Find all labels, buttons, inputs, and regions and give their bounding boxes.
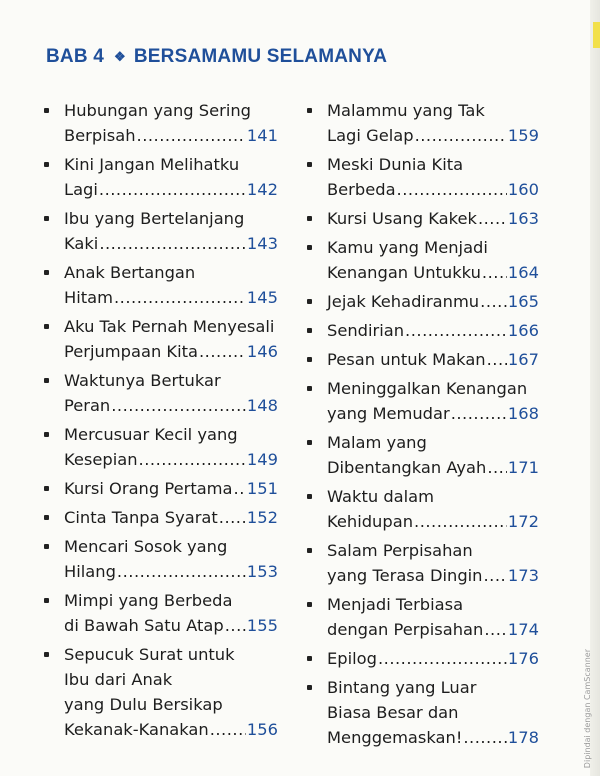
toc-entry [40,152,278,202]
toc-entry [40,534,278,584]
bullet-icon [44,432,49,437]
toc-entry-title-end: Lagi [64,180,98,199]
toc-entry-title-line: Ibu yang Bertelanjang [64,209,245,228]
toc-entry-title-end: Hilang [64,562,116,581]
bullet-icon [307,162,312,167]
dot-leader [484,563,507,588]
page-number: 159 [507,126,539,145]
toc-entry-title-end: Cinta Tanpa Syarat [64,508,218,527]
toc-entry-title-end: Berbeda [327,180,396,199]
toc-entry-title-line: Mercusuar Kecil yang [64,425,238,444]
toc-entry [40,98,278,148]
bullet-icon [44,270,49,275]
toc-entry-title-end: Epilog [327,649,377,668]
bullet-icon [307,245,312,250]
dot-leader [405,318,507,343]
toc-entry-title-end: Pesan untuk Makan [327,350,486,369]
toc-entry [40,206,278,256]
bullet-icon [44,515,49,520]
toc-entry-last-line [64,393,278,418]
toc-entry-title-end: Peran [64,396,111,415]
toc-entry-title-line: Waktunya Bertukar [64,371,221,390]
page-number: 146 [246,342,278,361]
toc-entry-title-end: Hitam [64,288,113,307]
toc-entry-last-line [327,455,539,480]
toc-entry-title-line: Aku Tak Pernah Menyesali [64,317,275,336]
bullet-icon [307,357,312,362]
toc-entry-last-line [327,206,539,231]
dot-leader [414,509,507,534]
toc-entry-last-line [64,447,278,472]
page-number: 164 [507,263,539,282]
bullet-icon [44,378,49,383]
toc-entry-title-line: Sepucuk Surat untuk [64,645,235,664]
dot-leader [480,289,507,314]
toc-entry-title-line: Mencari Sosok yang [64,537,228,556]
bullet-icon [307,440,312,445]
page-number: 155 [246,616,278,635]
toc-column-left [40,98,278,746]
toc-entry-last-line [64,177,278,202]
toc-entry-title-end: yang Terasa Dingin [327,566,483,585]
toc-entry-last-line [64,339,278,364]
diamond-separator-icon: ❖ [114,49,126,64]
toc-entry-title-end: Sendirian [327,321,405,340]
toc-entry [40,505,278,530]
toc-entry-title-line: yang Dulu Bersikap [64,695,223,714]
bullet-icon [44,108,49,113]
toc-entry-title-line: Salam Perpisahan [327,541,473,560]
toc-entry-last-line [327,260,539,285]
toc-entry-title-line: Anak Bertangan [64,263,196,282]
page-number: 166 [507,321,539,340]
toc-entry [303,289,539,314]
bullet-icon [307,108,312,113]
toc-entry-title-end: Kursi Usang Kakek [327,209,477,228]
dot-leader [463,725,507,750]
page-number: 145 [246,288,278,307]
toc-entry [303,206,539,231]
toc-entry [40,422,278,472]
toc-entry-last-line [64,123,278,148]
page-number: 178 [507,728,539,747]
toc-entry-title-end: Kehidupan [327,512,414,531]
toc-entry [40,368,278,418]
bullet-icon [307,494,312,499]
dot-leader [484,617,507,642]
toc-entry [40,588,278,638]
page-number: 152 [246,508,278,527]
toc-entry-last-line [327,509,539,534]
page-number: 163 [507,209,539,228]
toc-entry-title-line: Kini Jangan Melihatku [64,155,240,174]
toc-entry [303,347,539,372]
dot-leader [234,476,246,501]
toc-entry-last-line [327,646,539,671]
bullet-icon [307,328,312,333]
toc-entry-last-line [64,717,278,742]
toc-entry-last-line [327,177,539,202]
toc-entry-title-end: Dibentangkan Ayah [327,458,487,477]
toc-entry-title-line: Mimpi yang Berbeda [64,591,233,610]
bullet-icon [307,656,312,661]
toc-entry-title-end: Kaki [64,234,99,253]
dot-leader [225,613,246,638]
toc-entry-title-line: Ibu dari Anak [64,670,173,689]
toc-entry [40,260,278,310]
page-number: 176 [507,649,539,668]
toc-entry-last-line [327,123,539,148]
chapter-title: BERSAMAMU SELAMANYA [133,46,388,67]
toc-entry [303,430,539,480]
page-number: 174 [507,620,539,639]
bullet-icon [44,598,49,603]
bullet-icon [307,548,312,553]
dot-leader [487,455,507,480]
dot-leader [114,285,246,310]
bullet-icon [44,162,49,167]
yellow-tab-mark [593,22,600,48]
page-number: 143 [246,234,278,253]
dot-leader [137,123,246,148]
dot-leader [487,347,507,372]
bullet-icon [307,602,312,607]
dot-leader [397,177,507,202]
chapter-label: BAB 4 [46,46,105,67]
toc-entry-title-end: dengan Perpisahan [327,620,484,639]
dot-leader [111,393,246,418]
toc-entry-last-line [64,231,278,256]
toc-entry-last-line [327,725,539,750]
toc-entry-title-end: Jejak Kehadiranmu [327,292,480,311]
toc-entry-title-end: Berpisah [64,126,136,145]
toc-entry-last-line [64,476,278,501]
bullet-icon [307,685,312,690]
page-number: 165 [507,292,539,311]
bullet-icon [307,216,312,221]
toc-entry-title-end: Menggemaskan! [327,728,463,747]
dot-leader [139,447,246,472]
dot-leader [482,260,507,285]
dot-leader [415,123,507,148]
page-number: 172 [507,512,539,531]
toc-entry-title-line: Hubungan yang Sering [64,101,252,120]
toc-entry-last-line [327,347,539,372]
toc-entry [303,538,539,588]
toc-entry-title-line: Menjadi Terbiasa [327,595,464,614]
dot-leader [378,646,507,671]
toc-entry-title-end: Kesepian [64,450,138,469]
page-number: 148 [246,396,278,415]
toc-entry-title-line: Kamu yang Menjadi [327,238,488,257]
toc-entry-last-line [64,505,278,530]
toc-entry [303,152,539,202]
dot-leader [99,231,246,256]
dot-leader [478,206,507,231]
bullet-icon [44,486,49,491]
toc-entry [40,476,278,501]
toc-entry-title-line: Malammu yang Tak [327,101,485,120]
toc-entry-title-end: Perjumpaan Kita [64,342,198,361]
toc-entry-title-line: Meninggalkan Kenangan [327,379,528,398]
toc-entry-title-line: Bintang yang Luar [327,678,477,697]
dot-leader [451,401,507,426]
bullet-icon [44,216,49,221]
toc-entry-title-line: Biasa Besar dan [327,703,459,722]
chapter-heading [46,46,387,68]
toc-entry-last-line [64,559,278,584]
page-number: 141 [246,126,278,145]
scanner-watermark: Dipindai dengan CamScanner [583,648,592,768]
dot-leader [210,717,246,742]
toc-entry [40,642,278,742]
dot-leader [219,505,246,530]
toc-entry-title-end: Kekanak-Kanakan [64,720,209,739]
toc-entry-title-end: Kursi Orang Pertama [64,479,233,498]
page-number: 156 [246,720,278,739]
toc-entry-title-line: Meski Dunia Kita [327,155,464,174]
dot-leader [117,559,246,584]
page-number: 153 [246,562,278,581]
toc-entry-title-line: Malam yang [327,433,427,452]
toc-entry-last-line [327,318,539,343]
page-number: 173 [507,566,539,585]
toc-entry-last-line [64,285,278,310]
toc-entry-last-line [327,617,539,642]
page-number: 142 [246,180,278,199]
bullet-icon [307,386,312,391]
dot-leader [199,339,246,364]
dot-leader [99,177,246,202]
toc-entry [303,235,539,285]
bullet-icon [44,544,49,549]
bullet-icon [44,324,49,329]
page-number: 151 [246,479,278,498]
toc-entry-title-line: Waktu dalam [327,487,435,506]
toc-entry-title-end: Kenangan Untukku [327,263,481,282]
toc-entry-last-line [327,563,539,588]
toc-entry-last-line [327,401,539,426]
page-number: 149 [246,450,278,469]
bullet-icon [44,652,49,657]
toc-entry-title-end: yang Memudar [327,404,450,423]
toc-entry [303,318,539,343]
toc-entry-title-end: di Bawah Satu Atap [64,616,224,635]
page-number: 168 [507,404,539,423]
toc-entry [303,592,539,642]
toc-entry-last-line [327,289,539,314]
page-number: 160 [507,180,539,199]
toc-entry-title-end: Lagi Gelap [327,126,414,145]
toc-entry-last-line [64,613,278,638]
page-number: 167 [507,350,539,369]
toc-entry [40,314,278,364]
toc-entry [303,646,539,671]
toc-column-right [303,98,539,754]
toc-entry [303,484,539,534]
bullet-icon [307,299,312,304]
toc-entry [303,376,539,426]
page-number: 171 [507,458,539,477]
toc-entry [303,98,539,148]
toc-entry [303,675,539,750]
